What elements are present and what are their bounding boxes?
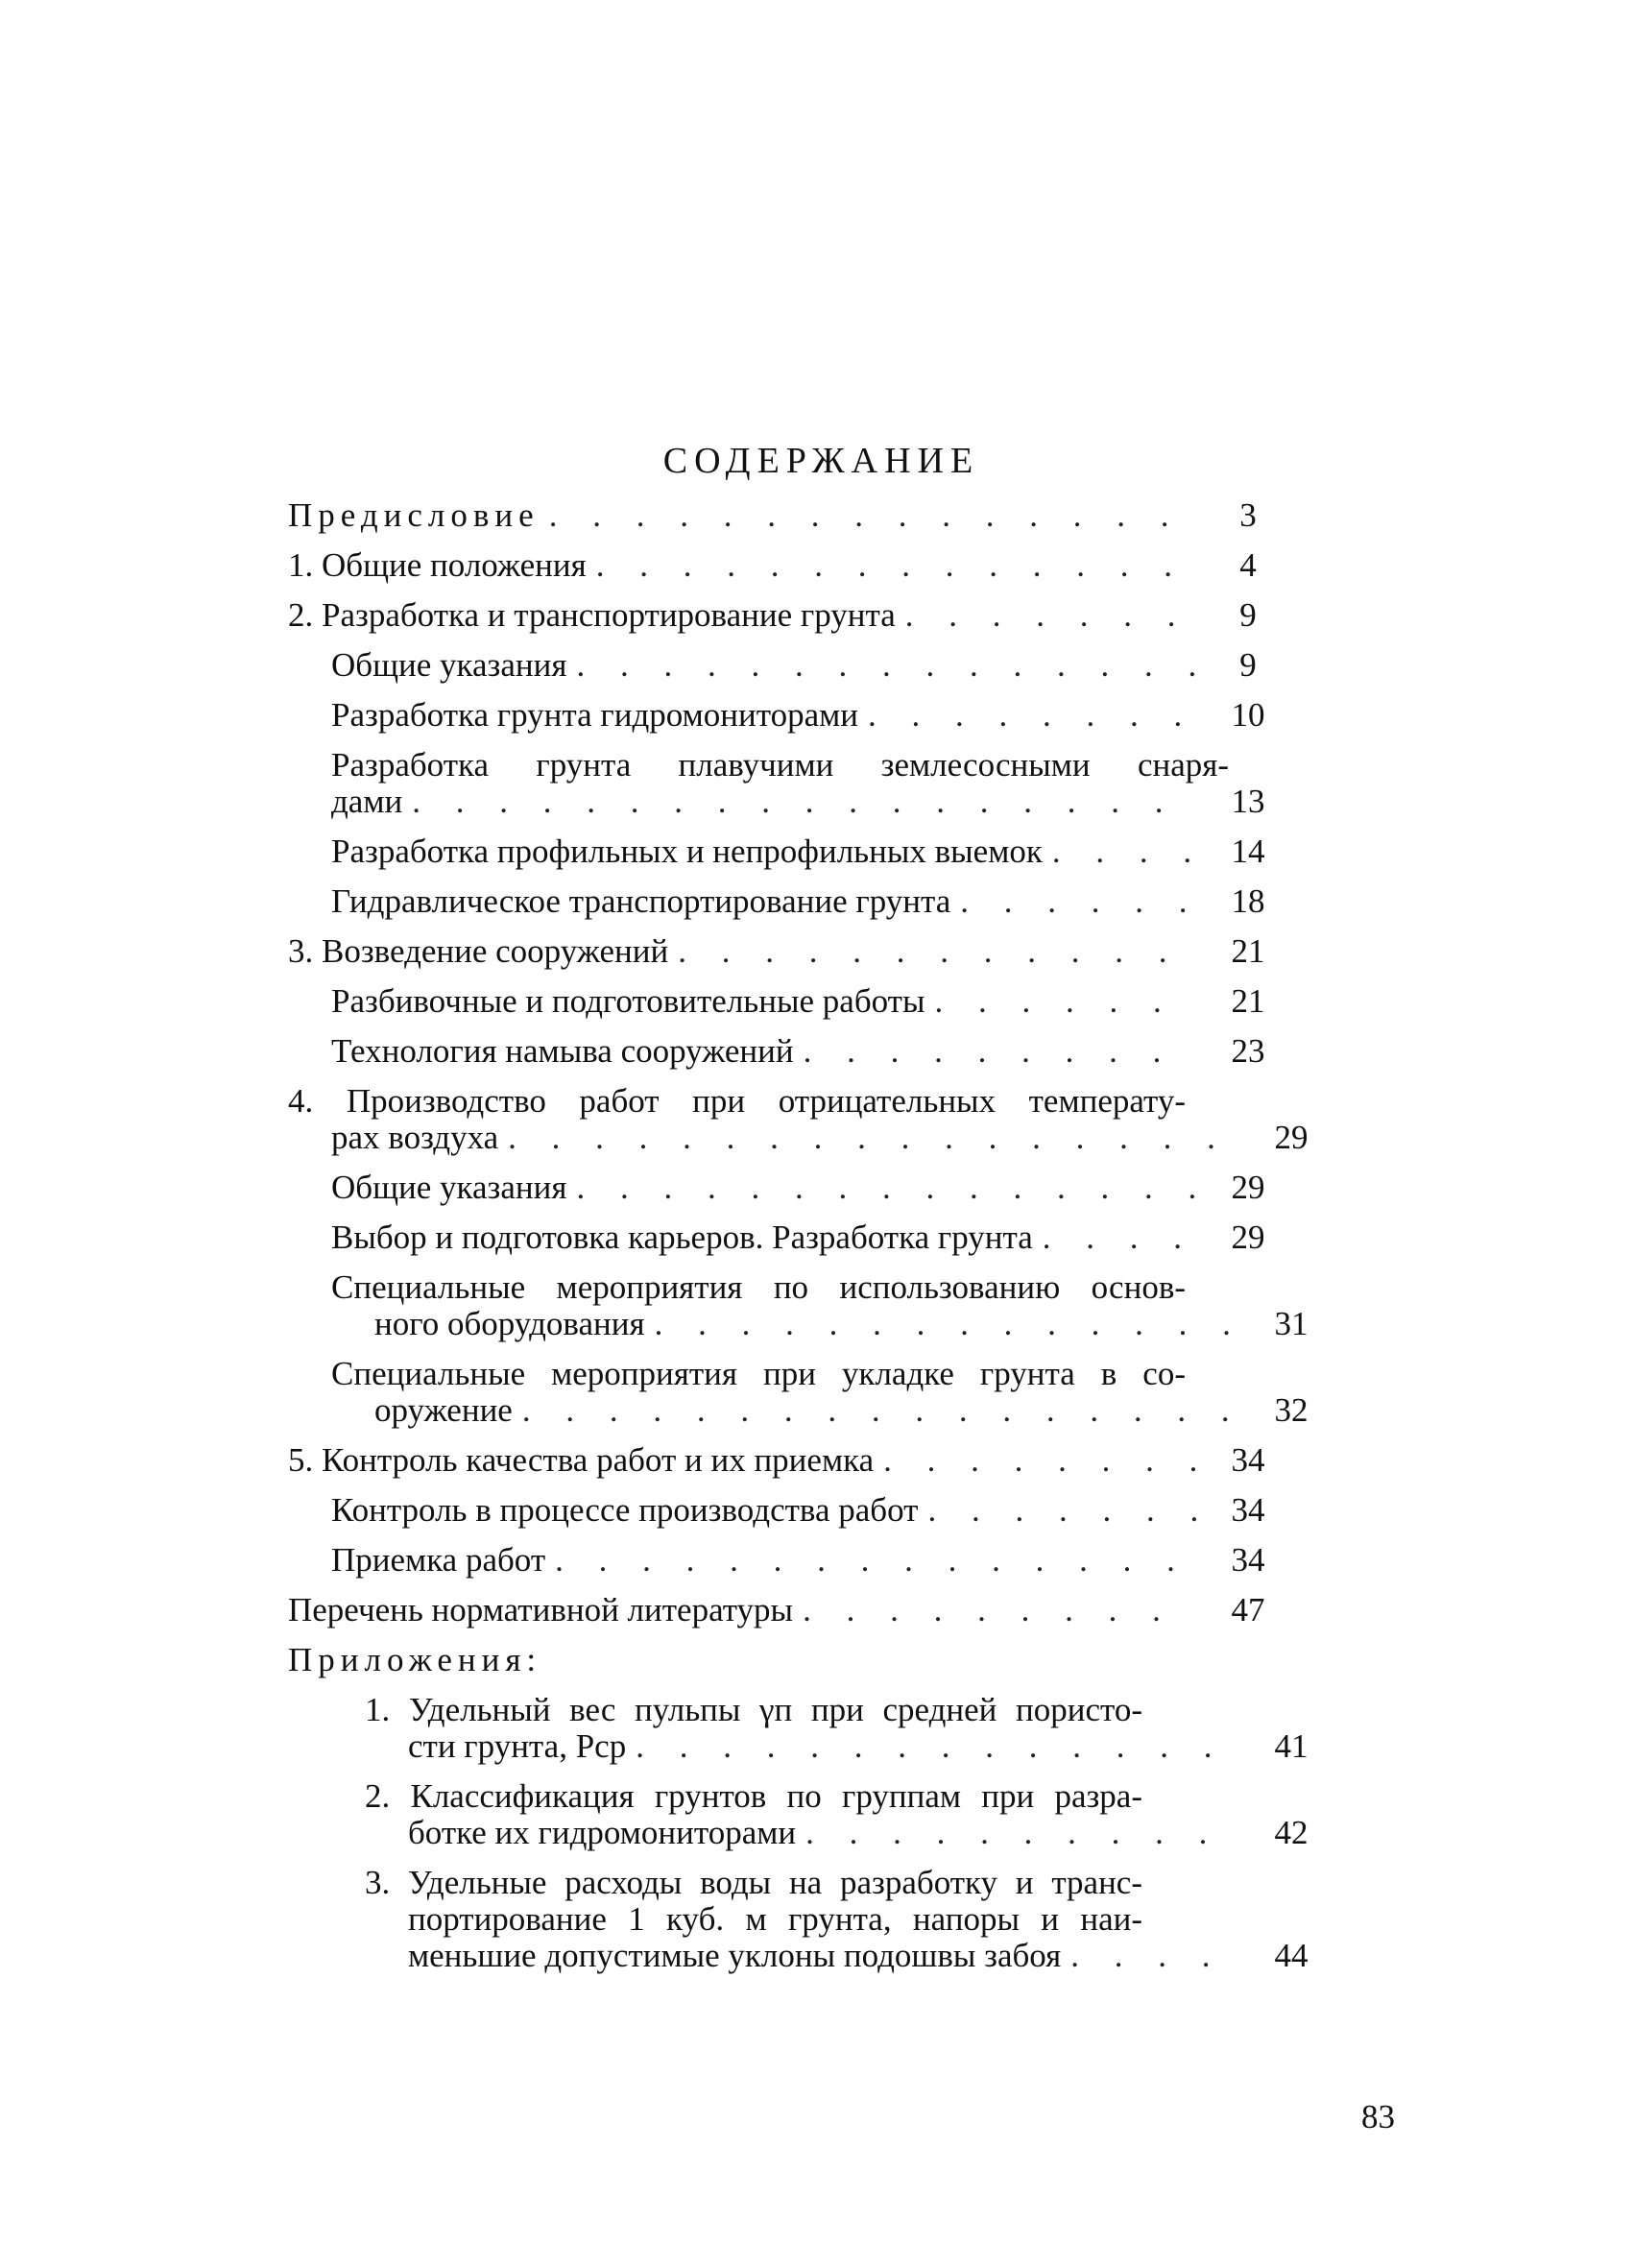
- toc-entry-page: 34: [1231, 1441, 1265, 1479]
- toc-entry-text: 1. Общие положения: [288, 546, 587, 584]
- leader-dots: [513, 1392, 1241, 1429]
- toc-entry-page: 29: [1231, 1169, 1265, 1206]
- leader-dots: [1033, 1219, 1198, 1256]
- leader-dots: [918, 1492, 1198, 1529]
- toc-entry: [288, 983, 1286, 1020]
- toc-entry: [288, 883, 1286, 920]
- leader-dots: [402, 784, 1198, 820]
- toc-entry-text: Общие указания: [331, 646, 567, 684]
- toc-entry: [288, 1219, 1286, 1256]
- toc-entry: [288, 1082, 1309, 1156]
- toc-entry-page: 29: [1231, 1218, 1265, 1256]
- leader-dots: [874, 1442, 1198, 1479]
- toc-entry-page: 31: [1274, 1305, 1309, 1342]
- toc-entry-text: Разработка профильных и непрофильных выемок: [331, 832, 1043, 870]
- toc-entry: [288, 647, 1286, 684]
- toc-entry-page: 18: [1231, 882, 1265, 920]
- toc-entry: [288, 1170, 1286, 1206]
- toc-entry-text: 2. Разработка и транспортирование грунта: [288, 596, 896, 634]
- leader-dots: [925, 983, 1198, 1020]
- leader-dots: [796, 1815, 1241, 1851]
- toc-entry-text-line1: Специальные мероприятия по использованию основ-: [331, 1268, 1186, 1306]
- toc-entry-text: Приемка работ: [331, 1541, 546, 1579]
- appendix-entry-text-line1b: портирование 1 куб. м грунта, напоры и наи-: [408, 1900, 1142, 1938]
- appendix-heading: Приложения:: [288, 1641, 542, 1678]
- leader-dots: [1061, 1938, 1241, 1974]
- appendix-entry-page: 41: [1274, 1727, 1309, 1765]
- leader-dots: [587, 547, 1198, 584]
- appendix-entry-text-line1: 3. Удельные расходы воды на разработку и транс-: [365, 1864, 1142, 1901]
- leader-dots: [545, 1542, 1198, 1579]
- toc-entry-text: Технология намыва сооружений: [331, 1032, 794, 1070]
- leader-dots: [896, 597, 1198, 634]
- leader-dots: [794, 1033, 1198, 1070]
- toc-entry-page: 29: [1274, 1119, 1309, 1156]
- toc-entry-text: Разбивочные и подготовительные работы: [331, 982, 925, 1020]
- leader-dots: [950, 883, 1198, 920]
- toc-entry-text: Общие указания: [331, 1169, 567, 1206]
- toc-entry-page: 14: [1231, 832, 1265, 870]
- appendix-entry-page: 42: [1274, 1814, 1309, 1851]
- appendix-entry: [288, 1864, 1309, 1974]
- appendix-entry-text-line2: меньшие допустимые уклоны подошвы забоя: [408, 1937, 1062, 1974]
- appendix-entry-text-line1: 1. Удельный вес пульпы γп при средней пористо-: [365, 1691, 1142, 1728]
- appendix-entry-text-line2: сти грунта, Pср: [408, 1727, 627, 1765]
- toc-entry: [288, 1592, 1286, 1629]
- toc-entry-text: Контроль в процессе производства работ: [331, 1491, 919, 1529]
- appendix-entry-page: 44: [1274, 1937, 1309, 1974]
- toc-entry-page: 47: [1231, 1591, 1265, 1629]
- page-title: СОДЕРЖАНИЕ: [662, 441, 980, 481]
- toc-entry-text-line1: Разработка грунта плавучими землесосными снаря-: [331, 746, 1229, 784]
- toc-entry-page: 4: [1239, 546, 1257, 584]
- toc-entry-text: Разработка грунта гидромониторами: [331, 696, 858, 734]
- toc-entry-text-line1: 4. Производство работ при отрицательных температу-: [288, 1082, 1186, 1120]
- toc-entry: [288, 1268, 1309, 1342]
- toc-entry-page: 13: [1231, 783, 1265, 820]
- toc-entry-page: 9: [1239, 596, 1257, 634]
- toc-entry-page: 10: [1231, 696, 1265, 734]
- toc-entry-text-line2: ного оборудования: [374, 1305, 645, 1342]
- toc-entry: [288, 933, 1286, 970]
- appendix-entry-text-line2: ботке их гидромониторами: [408, 1814, 797, 1851]
- leader-dots: [566, 647, 1198, 684]
- appendix-entry: [288, 1691, 1309, 1765]
- toc-entry-text-line2: рах воздуха: [331, 1119, 499, 1156]
- toc-entry-page: 34: [1231, 1541, 1265, 1579]
- toc-entry: [288, 597, 1286, 634]
- leader-dots: [858, 697, 1198, 734]
- leader-dots: [1043, 833, 1198, 870]
- toc-entry-text: Выбор и подготовка карьеров. Разработка грунта: [331, 1218, 1033, 1256]
- leader-dots: [668, 933, 1198, 970]
- toc-entry: [288, 547, 1286, 584]
- toc-entry-page: 34: [1231, 1491, 1265, 1529]
- toc-entry-text: 3. Возведение сооружений: [288, 932, 669, 970]
- toc-entry: [288, 1355, 1309, 1429]
- toc-entry-page: 21: [1231, 932, 1265, 970]
- leader-dots: [540, 497, 1198, 534]
- toc-entry: [288, 1442, 1286, 1479]
- toc-entry: [288, 497, 1286, 534]
- toc-entry-text: Предисловие: [288, 496, 540, 534]
- appendix-entry-text-line1: 2. Классификация грунтов по группам при разра-: [365, 1777, 1142, 1815]
- toc-entry: [288, 697, 1286, 734]
- leader-dots: [498, 1120, 1241, 1156]
- toc-entry-text-line2: оружение: [374, 1391, 513, 1429]
- toc-entry-page: 9: [1239, 646, 1257, 684]
- toc-entry-page: 23: [1231, 1032, 1265, 1070]
- toc-entry-page: 3: [1239, 496, 1257, 534]
- toc-entry: [288, 747, 1286, 820]
- leader-dots: [645, 1306, 1241, 1342]
- leader-dots: [566, 1170, 1198, 1206]
- leader-dots: [626, 1728, 1241, 1765]
- toc-entry: [288, 1492, 1286, 1529]
- toc-entry-text-line2: дами: [331, 783, 403, 820]
- toc-entry-text: Перечень нормативной литературы: [288, 1591, 794, 1629]
- toc-entry: [288, 1542, 1286, 1579]
- toc-entry: [288, 1033, 1286, 1070]
- appendix-entry: [288, 1777, 1309, 1851]
- toc-entry-page: 32: [1274, 1391, 1309, 1429]
- toc-entry-text: 5. Контроль качества работ и их приемка: [288, 1441, 875, 1479]
- page-number: 83: [1361, 2098, 1395, 2135]
- toc-entry-text: Гидравлическое транспортирование грунта: [331, 882, 951, 920]
- leader-dots: [793, 1592, 1198, 1629]
- toc-entry-text-line1: Специальные мероприятия при укладке грунта в со-: [331, 1355, 1186, 1392]
- table-of-contents: [288, 496, 1309, 1988]
- toc-entry: [288, 833, 1286, 870]
- toc-entry-page: 21: [1231, 982, 1265, 1020]
